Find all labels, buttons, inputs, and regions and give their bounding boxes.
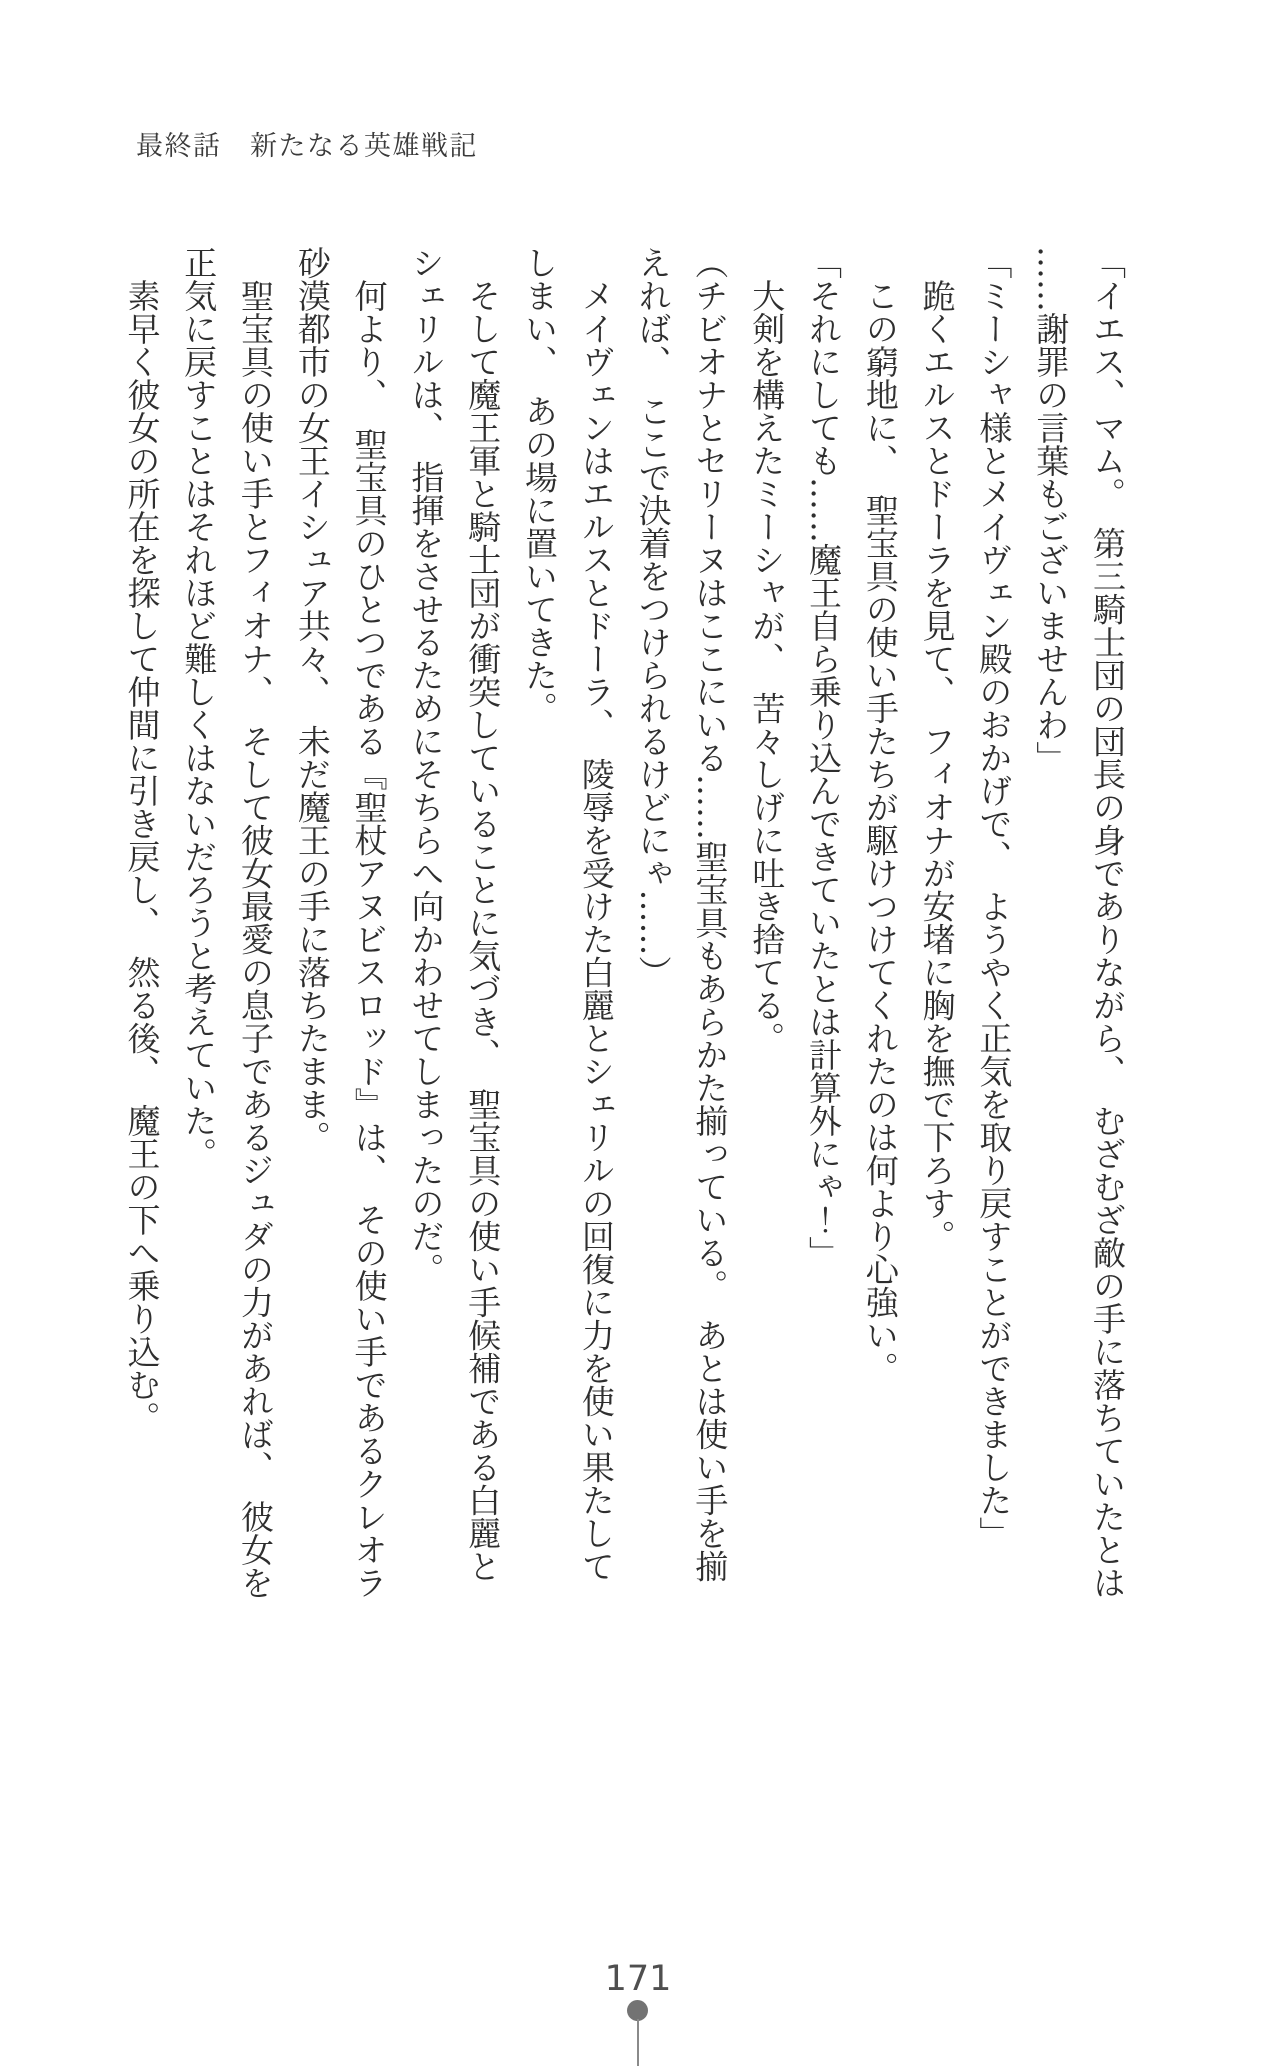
text-column: しまい、 あの場に置いてきた。 [520,246,560,725]
text-column: 素早く彼女の所在を探して仲間に引き戻し、 然る後、 魔王の下へ乗り込む。 [122,279,162,1434]
text-column: 「それにしても……魔王自ら乗り込んできていたとは計算外にゃ！」 [804,246,844,1269]
page-number: 171 [604,1959,672,1999]
text-column: 「ミーシャ様とメイヴェン殿のおかげで、 ようやく正気を取り戻すことができました」 [974,246,1014,1550]
text-column: えれば、 ここで決着をつけられるけどにゃ……） [633,246,673,989]
text-column: 跪くエルスとドーラを見て、 フィオナが安堵に胸を撫で下ろす。 [917,279,957,1253]
text-column: シェリルは、 指揮をさせるためにそちらへ向かわせてしまったのだ。 [406,246,446,1286]
text-column: 大剣を構えたミーシャが、 苦々しげに吐き捨てる。 [747,279,787,1055]
chapter-header: 最終話 新たなる英雄戦記 [136,131,478,162]
text-column: この窮地に、 聖宝具の使い手たちが駆けつけてくれたのは何より心強い。 [860,279,900,1385]
text-column: 「イエス、マム。 第三騎士団の団長の身でありながら、 むざむざ敵の手に落ちていたとは [1088,246,1127,1599]
text-column: そして魔王軍と騎士団が衝突していることに気づき、 聖宝具の使い手候補である白麗と [463,279,503,1583]
footer-ornament-dot-icon [627,2000,648,2021]
text-column: （チビオナとセリーヌはここにいる……聖宝具もあらかた揃っている。 あとは使い手を揃 [690,246,730,1583]
page-body [113,246,1135,1638]
text-column: ……謝罪の言葉もございませんわ」 [1031,246,1071,774]
footer-ornament-line [637,2019,639,2066]
text-column: 聖宝具の使い手とフィオナ、 そして彼女最愛の息子であるジュダの力があれば、 彼女を [236,279,276,1599]
text-column: 何より、 聖宝具のひとつである『聖杖アヌビスロッド』は、 その使い手であるクレオラ [349,279,389,1599]
text-column: 砂漠都市の女王イシュア共々、 未だ魔王の手に落ちたまま。 [292,246,332,1154]
text-column: メイヴェンはエルスとドーラ、 陵辱を受けた白麗とシェリルの回復に力を使い果たして [576,279,616,1583]
text-column: 正気に戻すことはそれほど難しくはないだろうと考えていた。 [179,246,219,1170]
